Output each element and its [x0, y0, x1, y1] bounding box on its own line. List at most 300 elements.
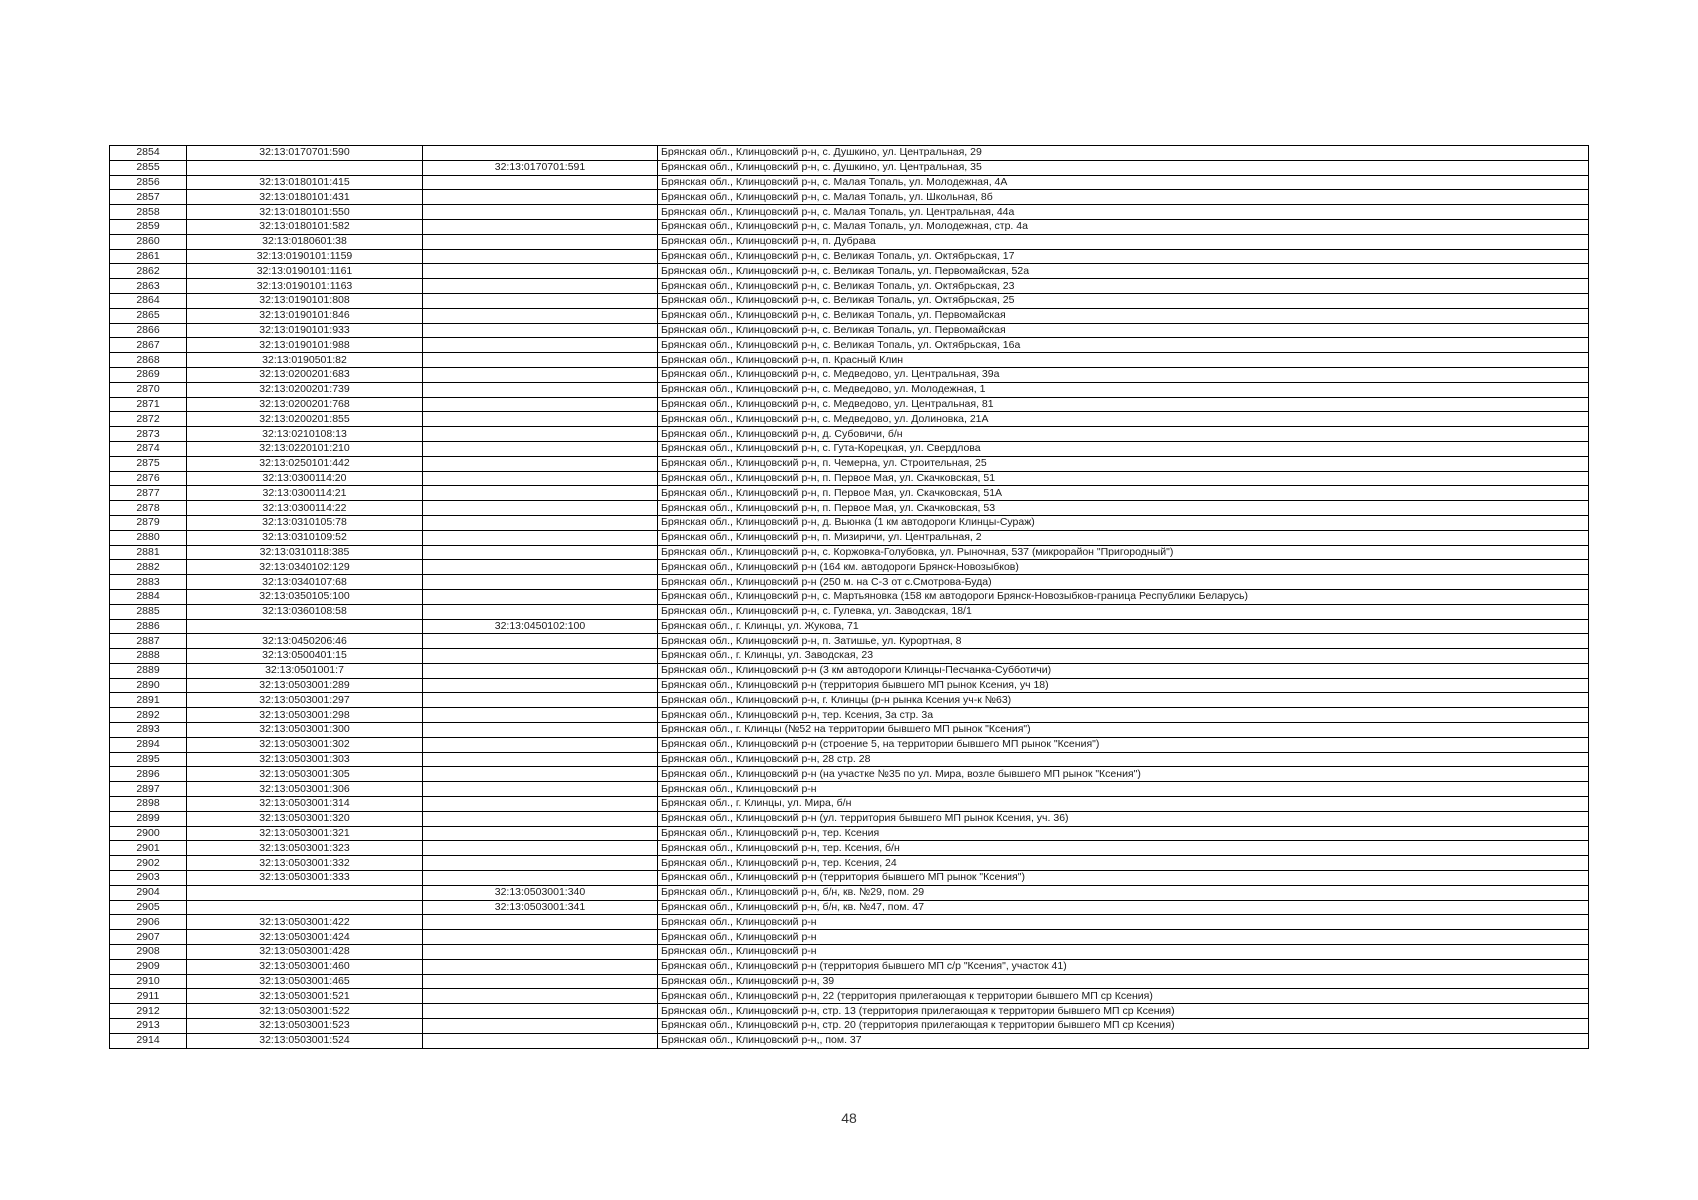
cadastral-number-premises-cell — [423, 249, 658, 264]
cadastral-number-premises-cell — [423, 545, 658, 560]
table-row — [110, 752, 1589, 767]
table-row — [110, 486, 1589, 501]
cadastral-number-cell: 32:13:0503001:522 — [187, 1004, 423, 1019]
cadastral-number-cell: 32:13:0503001:523 — [187, 1019, 423, 1034]
cadastral-number-cell: 32:13:0180101:431 — [187, 190, 423, 205]
cadastral-number-cell: 32:13:0503001:298 — [187, 708, 423, 723]
cadastral-number-cell: 32:13:0503001:303 — [187, 752, 423, 767]
cadastral-number-premises-cell — [423, 708, 658, 723]
row-number-cell: 2906 — [110, 915, 187, 930]
cadastral-number-premises-cell — [423, 397, 658, 412]
row-number-cell: 2870 — [110, 382, 187, 397]
table-row — [110, 634, 1589, 649]
table-row — [110, 811, 1589, 826]
table-row — [110, 693, 1589, 708]
cadastral-number-premises-cell — [423, 575, 658, 590]
cadastral-number-cell: 32:13:0503001:300 — [187, 723, 423, 738]
cadastral-number-cell: 32:13:0503001:305 — [187, 767, 423, 782]
table-row — [110, 471, 1589, 486]
row-number-cell: 2910 — [110, 974, 187, 989]
row-number-cell: 2881 — [110, 545, 187, 560]
cadastral-number-premises-cell — [423, 205, 658, 220]
address-cell: Брянская обл., Клинцовский р-н, с. Малая Топаль, ул. Молодежная, 4А — [658, 175, 1589, 190]
cadastral-number-cell: 32:13:0300114:20 — [187, 471, 423, 486]
table-row — [110, 797, 1589, 812]
address-cell: Брянская обл., Клинцовский р-н, с. Малая Топаль, ул. Молодежная, стр. 4а — [658, 219, 1589, 234]
cadastral-number-cell: 32:13:0200201:855 — [187, 412, 423, 427]
register-body — [110, 146, 1589, 1049]
table-row — [110, 175, 1589, 190]
row-number-cell: 2884 — [110, 589, 187, 604]
cadastral-number-premises-cell — [423, 737, 658, 752]
address-cell: Брянская обл., Клинцовский р-н, с. Гулевка, ул. Заводская, 18/1 — [658, 604, 1589, 619]
cadastral-number-cell: 32:13:0503001:306 — [187, 782, 423, 797]
address-cell: Брянская обл., Клинцовский р-н, 28 стр. 28 — [658, 752, 1589, 767]
cadastral-number-premises-cell — [423, 634, 658, 649]
row-number-cell: 2866 — [110, 323, 187, 338]
address-cell: Брянская обл., Клинцовский р-н, 22 (территория прилегающая к территории бывшего МП ср Ксения) — [658, 989, 1589, 1004]
cadastral-number-premises-cell — [423, 353, 658, 368]
cadastral-number-cell: 32:13:0503001:424 — [187, 930, 423, 945]
cadastral-number-premises-cell — [423, 441, 658, 456]
table-row — [110, 930, 1589, 945]
row-number-cell: 2868 — [110, 353, 187, 368]
table-row — [110, 353, 1589, 368]
address-cell: Брянская обл., Клинцовский р-н, тер. Ксения — [658, 826, 1589, 841]
table-row — [110, 530, 1589, 545]
row-number-cell: 2898 — [110, 797, 187, 812]
table-row — [110, 234, 1589, 249]
row-number-cell: 2872 — [110, 412, 187, 427]
cadastral-number-cell: 32:13:0250101:442 — [187, 456, 423, 471]
cadastral-number-cell: 32:13:0200201:683 — [187, 367, 423, 382]
table-row — [110, 441, 1589, 456]
table-row — [110, 604, 1589, 619]
table-row — [110, 323, 1589, 338]
cadastral-number-cell: 32:13:0503001:320 — [187, 811, 423, 826]
address-cell: Брянская обл., Клинцовский р-н, п. Дубрава — [658, 234, 1589, 249]
cadastral-number-premises-cell — [423, 486, 658, 501]
cadastral-number-cell: 32:13:0503001:297 — [187, 693, 423, 708]
row-number-cell: 2876 — [110, 471, 187, 486]
address-cell: Брянская обл., Клинцовский р-н, с. Великая Топаль, ул. Первомайская, 52а — [658, 264, 1589, 279]
cadastral-number-premises-cell — [423, 530, 658, 545]
cadastral-number-cell: 32:13:0220101:210 — [187, 441, 423, 456]
cadastral-number-cell — [187, 160, 423, 175]
table-row — [110, 412, 1589, 427]
row-number-cell: 2878 — [110, 501, 187, 516]
cadastral-number-cell: 32:13:0340107:68 — [187, 575, 423, 590]
cadastral-number-premises-cell — [423, 974, 658, 989]
cadastral-number-premises-cell — [423, 589, 658, 604]
row-number-cell: 2856 — [110, 175, 187, 190]
address-cell: Брянская обл., г. Клинцы (№52 на территории бывшего МП рынок "Ксения") — [658, 723, 1589, 738]
address-cell: Брянская обл., Клинцовский р-н, д. Вьюнка (1 км автодороги Клинцы-Сураж) — [658, 515, 1589, 530]
cadastral-number-premises-cell — [423, 471, 658, 486]
row-number-cell: 2862 — [110, 264, 187, 279]
table-row — [110, 959, 1589, 974]
cadastral-number-premises-cell — [423, 190, 658, 205]
cadastral-number-cell: 32:13:0200201:739 — [187, 382, 423, 397]
row-number-cell: 2871 — [110, 397, 187, 412]
address-cell: Брянская обл., Клинцовский р-н, д. Субовичи, б/н — [658, 427, 1589, 442]
row-number-cell: 2907 — [110, 930, 187, 945]
cadastral-number-cell: 32:13:0450206:46 — [187, 634, 423, 649]
address-cell: Брянская обл., Клинцовский р-н, с. Великая Топаль, ул. Октябрьская, 25 — [658, 293, 1589, 308]
address-cell: Брянская обл., Клинцовский р-н (территория бывшего МП рынок "Ксения") — [658, 871, 1589, 886]
cadastral-number-cell: 32:13:0180601:38 — [187, 234, 423, 249]
address-cell: Брянская обл., Клинцовский р-н — [658, 945, 1589, 960]
address-cell: Брянская обл., Клинцовский р-н, с. Малая Топаль, ул. Школьная, 8б — [658, 190, 1589, 205]
address-cell: Брянская обл., Клинцовский р-н, с. Великая Топаль, ул. Октябрьская, 17 — [658, 249, 1589, 264]
cadastral-number-premises-cell — [423, 308, 658, 323]
cadastral-number-cell: 32:13:0503001:460 — [187, 959, 423, 974]
address-cell: Брянская обл., г. Клинцы, ул. Жукова, 71 — [658, 619, 1589, 634]
row-number-cell: 2864 — [110, 293, 187, 308]
cadastral-number-cell: 32:13:0180101:550 — [187, 205, 423, 220]
address-cell: Брянская обл., Клинцовский р-н, б/н, кв. №29, пом. 29 — [658, 885, 1589, 900]
row-number-cell: 2893 — [110, 723, 187, 738]
address-cell: Брянская обл., Клинцовский р-н (на участке №35 по ул. Мира, возле бывшего МП рынок "Ксения") — [658, 767, 1589, 782]
row-number-cell: 2865 — [110, 308, 187, 323]
cadastral-number-cell: 32:13:0190101:1159 — [187, 249, 423, 264]
table-row — [110, 560, 1589, 575]
row-number-cell: 2900 — [110, 826, 187, 841]
table-row — [110, 146, 1589, 161]
row-number-cell: 2912 — [110, 1004, 187, 1019]
cadastral-number-cell: 32:13:0190501:82 — [187, 353, 423, 368]
cadastral-number-premises-cell — [423, 989, 658, 1004]
table-row — [110, 841, 1589, 856]
cadastral-number-cell: 32:13:0310118:385 — [187, 545, 423, 560]
address-cell: Брянская обл., Клинцовский р-н — [658, 782, 1589, 797]
table-row — [110, 338, 1589, 353]
cadastral-number-cell: 32:13:0190101:808 — [187, 293, 423, 308]
table-row — [110, 397, 1589, 412]
cadastral-register-table — [109, 145, 1589, 1049]
row-number-cell: 2879 — [110, 515, 187, 530]
table-row — [110, 767, 1589, 782]
row-number-cell: 2890 — [110, 678, 187, 693]
row-number-cell: 2902 — [110, 856, 187, 871]
cadastral-number-cell: 32:13:0190101:846 — [187, 308, 423, 323]
row-number-cell: 2892 — [110, 708, 187, 723]
row-number-cell: 2911 — [110, 989, 187, 1004]
address-cell: Брянская обл., Клинцовский р-н (строение 5, на территории бывшего МП рынок "Ксения") — [658, 737, 1589, 752]
cadastral-number-cell: 32:13:0501001:7 — [187, 663, 423, 678]
table-row — [110, 708, 1589, 723]
row-number-cell: 2899 — [110, 811, 187, 826]
table-row — [110, 249, 1589, 264]
row-number-cell: 2903 — [110, 871, 187, 886]
cadastral-number-premises-cell — [423, 767, 658, 782]
row-number-cell: 2855 — [110, 160, 187, 175]
cadastral-number-cell — [187, 619, 423, 634]
address-cell: Брянская обл., Клинцовский р-н, п. Первое Мая, ул. Скачковская, 51А — [658, 486, 1589, 501]
table-row — [110, 1033, 1589, 1048]
address-cell: Брянская обл., Клинцовский р-н (3 км автодороги Клинцы-Песчанка-Субботичи) — [658, 663, 1589, 678]
address-cell: Брянская обл., Клинцовский р-н, б/н, кв. №47, пом. 47 — [658, 900, 1589, 915]
address-cell: Брянская обл., Клинцовский р-н, с. Малая Топаль, ул. Центральная, 44а — [658, 205, 1589, 220]
cadastral-number-cell: 32:13:0200201:768 — [187, 397, 423, 412]
cadastral-number-cell: 32:13:0503001:428 — [187, 945, 423, 960]
address-cell: Брянская обл., Клинцовский р-н, с. Мартьяновка (158 км автодороги Брянск-Новозыбков-граница Республики Беларусь) — [658, 589, 1589, 604]
cadastral-number-premises-cell — [423, 1004, 658, 1019]
address-cell: Брянская обл., Клинцовский р-н (164 км. автодороги Брянск-Новозыбков) — [658, 560, 1589, 575]
row-number-cell: 2897 — [110, 782, 187, 797]
cadastral-number-cell: 32:13:0360108:58 — [187, 604, 423, 619]
row-number-cell: 2873 — [110, 427, 187, 442]
table-row — [110, 427, 1589, 442]
cadastral-number-premises-cell — [423, 945, 658, 960]
cadastral-number-premises-cell — [423, 723, 658, 738]
table-row — [110, 501, 1589, 516]
address-cell: Брянская обл., Клинцовский р-н, с. Великая Топаль, ул. Первомайская — [658, 323, 1589, 338]
cadastral-number-premises-cell — [423, 871, 658, 886]
table-row — [110, 826, 1589, 841]
row-number-cell: 2875 — [110, 456, 187, 471]
cadastral-number-cell: 32:13:0503001:314 — [187, 797, 423, 812]
cadastral-number-cell: 32:13:0180101:582 — [187, 219, 423, 234]
row-number-cell: 2857 — [110, 190, 187, 205]
cadastral-number-premises-cell — [423, 219, 658, 234]
address-cell: Брянская обл., Клинцовский р-н, тер. Ксения, 3а стр. 3а — [658, 708, 1589, 723]
cadastral-number-cell: 32:13:0503001:332 — [187, 856, 423, 871]
cadastral-number-premises-cell: 32:13:0503001:341 — [423, 900, 658, 915]
row-number-cell: 2909 — [110, 959, 187, 974]
cadastral-number-premises-cell: 32:13:0170701:591 — [423, 160, 658, 175]
cadastral-number-cell: 32:13:0503001:521 — [187, 989, 423, 1004]
table-row — [110, 205, 1589, 220]
cadastral-number-premises-cell — [423, 752, 658, 767]
address-cell: Брянская обл., Клинцовский р-н (территория бывшего МП рынок Ксения, уч 18) — [658, 678, 1589, 693]
cadastral-number-premises-cell — [423, 323, 658, 338]
cadastral-number-cell: 32:13:0503001:321 — [187, 826, 423, 841]
address-cell: Брянская обл., г. Клинцы, ул. Мира, б/н — [658, 797, 1589, 812]
cadastral-number-cell: 32:13:0180101:415 — [187, 175, 423, 190]
cadastral-number-cell: 32:13:0300114:21 — [187, 486, 423, 501]
cadastral-number-cell: 32:13:0503001:333 — [187, 871, 423, 886]
table-row — [110, 782, 1589, 797]
table-row — [110, 308, 1589, 323]
cadastral-number-premises-cell — [423, 782, 658, 797]
cadastral-number-premises-cell — [423, 604, 658, 619]
address-cell: Брянская обл., Клинцовский р-н, с. Медведово, ул. Центральная, 81 — [658, 397, 1589, 412]
row-number-cell: 2908 — [110, 945, 187, 960]
address-cell: Брянская обл., Клинцовский р-н, с. Коржовка-Голубовка, ул. Рыночная, 537 (микрорайон "Пригородный") — [658, 545, 1589, 560]
address-cell: Брянская обл., Клинцовский р-н — [658, 930, 1589, 945]
cadastral-number-premises-cell — [423, 175, 658, 190]
address-cell: Брянская обл., Клинцовский р-н, п. Красный Клин — [658, 353, 1589, 368]
row-number-cell: 2869 — [110, 367, 187, 382]
cadastral-number-premises-cell — [423, 293, 658, 308]
cadastral-number-cell: 32:13:0210108:13 — [187, 427, 423, 442]
cadastral-number-premises-cell — [423, 811, 658, 826]
row-number-cell: 2894 — [110, 737, 187, 752]
address-cell: Брянская обл., Клинцовский р-н — [658, 915, 1589, 930]
cadastral-number-premises-cell — [423, 1019, 658, 1034]
row-number-cell: 2883 — [110, 575, 187, 590]
row-number-cell: 2854 — [110, 146, 187, 161]
table-row — [110, 279, 1589, 294]
cadastral-number-cell: 32:13:0503001:422 — [187, 915, 423, 930]
address-cell: Брянская обл., Клинцовский р-н, 39 — [658, 974, 1589, 989]
cadastral-number-premises-cell — [423, 412, 658, 427]
cadastral-number-cell: 32:13:0300114:22 — [187, 501, 423, 516]
address-cell: Брянская обл., Клинцовский р-н, стр. 13 (территория прилегающая к территории бывшего МП ср Ксения) — [658, 1004, 1589, 1019]
cadastral-number-cell: 32:13:0310105:78 — [187, 515, 423, 530]
table-row — [110, 160, 1589, 175]
cadastral-number-premises-cell — [423, 959, 658, 974]
cadastral-number-premises-cell — [423, 678, 658, 693]
cadastral-number-cell: 32:13:0190101:1163 — [187, 279, 423, 294]
row-number-cell: 2867 — [110, 338, 187, 353]
address-cell: Брянская обл., Клинцовский р-н, с. Медведово, ул. Молодежная, 1 — [658, 382, 1589, 397]
cadastral-number-cell: 32:13:0340102:129 — [187, 560, 423, 575]
table-row — [110, 856, 1589, 871]
cadastral-number-premises-cell — [423, 693, 658, 708]
cadastral-number-cell: 32:13:0503001:289 — [187, 678, 423, 693]
table-row — [110, 219, 1589, 234]
cadastral-number-premises-cell — [423, 279, 658, 294]
address-cell: Брянская обл., Клинцовский р-н, п. Мизиричи, ул. Центральная, 2 — [658, 530, 1589, 545]
row-number-cell: 2913 — [110, 1019, 187, 1034]
cadastral-number-premises-cell — [423, 1033, 658, 1048]
address-cell: Брянская обл., Клинцовский р-н, тер. Ксения, 24 — [658, 856, 1589, 871]
table-row — [110, 293, 1589, 308]
table-row — [110, 190, 1589, 205]
table-row — [110, 619, 1589, 634]
address-cell: Брянская обл., Клинцовский р-н, п. Первое Мая, ул. Скачковская, 51 — [658, 471, 1589, 486]
cadastral-number-premises-cell — [423, 501, 658, 516]
row-number-cell: 2886 — [110, 619, 187, 634]
address-cell: Брянская обл., Клинцовский р-н, п. Чемерна, ул. Строительная, 25 — [658, 456, 1589, 471]
address-cell: Брянская обл., Клинцовский р-н, тер. Ксения, б/н — [658, 841, 1589, 856]
row-number-cell: 2901 — [110, 841, 187, 856]
table-row — [110, 1019, 1589, 1034]
cadastral-number-cell: 32:13:0503001:323 — [187, 841, 423, 856]
cadastral-number-premises-cell — [423, 427, 658, 442]
cadastral-number-premises-cell — [423, 456, 658, 471]
table-row — [110, 1004, 1589, 1019]
row-number-cell: 2860 — [110, 234, 187, 249]
address-cell: Брянская обл., Клинцовский р-н, с. Великая Топаль, ул. Октябрьская, 16а — [658, 338, 1589, 353]
cadastral-number-premises-cell: 32:13:0450102:100 — [423, 619, 658, 634]
row-number-cell: 2885 — [110, 604, 187, 619]
table-row — [110, 989, 1589, 1004]
address-cell: Брянская обл., г. Клинцы, ул. Заводская, 23 — [658, 649, 1589, 664]
row-number-cell: 2880 — [110, 530, 187, 545]
address-cell: Брянская обл., Клинцовский р-н, с. Медведово, ул. Центральная, 39а — [658, 367, 1589, 382]
cadastral-number-cell — [187, 885, 423, 900]
row-number-cell: 2887 — [110, 634, 187, 649]
address-cell: Брянская обл., Клинцовский р-н, с. Великая Топаль, ул. Первомайская — [658, 308, 1589, 323]
table-row — [110, 575, 1589, 590]
cadastral-number-cell: 32:13:0503001:524 — [187, 1033, 423, 1048]
row-number-cell: 2861 — [110, 249, 187, 264]
table-row — [110, 974, 1589, 989]
address-cell: Брянская обл., Клинцовский р-н,, пом. 37 — [658, 1033, 1589, 1048]
cadastral-number-cell: 32:13:0170701:590 — [187, 146, 423, 161]
address-cell: Брянская обл., Клинцовский р-н, с. Медведово, ул. Долиновка, 21А — [658, 412, 1589, 427]
cadastral-number-cell: 32:13:0190101:988 — [187, 338, 423, 353]
cadastral-number-premises-cell — [423, 338, 658, 353]
cadastral-number-cell: 32:13:0350105:100 — [187, 589, 423, 604]
cadastral-number-premises-cell: 32:13:0503001:340 — [423, 885, 658, 900]
address-cell: Брянская обл., Клинцовский р-н, с. Душкино, ул. Центральная, 35 — [658, 160, 1589, 175]
page-number: 48 — [841, 1110, 857, 1126]
cadastral-number-premises-cell — [423, 264, 658, 279]
row-number-cell: 2859 — [110, 219, 187, 234]
cadastral-number-cell — [187, 900, 423, 915]
cadastral-number-premises-cell — [423, 234, 658, 249]
cadastral-number-cell: 32:13:0500401:15 — [187, 649, 423, 664]
table-row — [110, 915, 1589, 930]
cadastral-number-cell: 32:13:0310109:52 — [187, 530, 423, 545]
row-number-cell: 2863 — [110, 279, 187, 294]
address-cell: Брянская обл., Клинцовский р-н (250 м. на С-З от с.Смотрова-Буда) — [658, 575, 1589, 590]
table-row — [110, 367, 1589, 382]
table-row — [110, 723, 1589, 738]
cadastral-number-premises-cell — [423, 663, 658, 678]
table-row — [110, 663, 1589, 678]
cadastral-number-cell: 32:13:0190101:1161 — [187, 264, 423, 279]
cadastral-number-premises-cell — [423, 382, 658, 397]
address-cell: Брянская обл., Клинцовский р-н, п. Затишье, ул. Курортная, 8 — [658, 634, 1589, 649]
cadastral-number-premises-cell — [423, 797, 658, 812]
cadastral-number-cell: 32:13:0503001:465 — [187, 974, 423, 989]
address-cell: Брянская обл., Клинцовский р-н, с. Великая Топаль, ул. Октябрьская, 23 — [658, 279, 1589, 294]
table-row — [110, 649, 1589, 664]
table-row — [110, 589, 1589, 604]
cadastral-number-cell: 32:13:0190101:933 — [187, 323, 423, 338]
row-number-cell: 2874 — [110, 441, 187, 456]
table-row — [110, 545, 1589, 560]
cadastral-number-premises-cell — [423, 515, 658, 530]
address-cell: Брянская обл., Клинцовский р-н, с. Гута-Корецкая, ул. Свердлова — [658, 441, 1589, 456]
row-number-cell: 2877 — [110, 486, 187, 501]
table-row — [110, 382, 1589, 397]
row-number-cell: 2891 — [110, 693, 187, 708]
cadastral-number-premises-cell — [423, 146, 658, 161]
address-cell: Брянская обл., Клинцовский р-н, с. Душкино, ул. Центральная, 29 — [658, 146, 1589, 161]
row-number-cell: 2895 — [110, 752, 187, 767]
row-number-cell: 2882 — [110, 560, 187, 575]
cadastral-number-premises-cell — [423, 560, 658, 575]
table-row — [110, 871, 1589, 886]
table-row — [110, 264, 1589, 279]
address-cell: Брянская обл., Клинцовский р-н, стр. 20 (территория прилегающая к территории бывшего МП ср Ксения) — [658, 1019, 1589, 1034]
table-row — [110, 737, 1589, 752]
address-cell: Брянская обл., Клинцовский р-н, г. Клинцы (р-н рынка Ксения уч-к №63) — [658, 693, 1589, 708]
cadastral-number-premises-cell — [423, 915, 658, 930]
address-cell: Брянская обл., Клинцовский р-н, п. Первое Мая, ул. Скачковская, 53 — [658, 501, 1589, 516]
cadastral-number-premises-cell — [423, 826, 658, 841]
table-row — [110, 885, 1589, 900]
row-number-cell: 2858 — [110, 205, 187, 220]
cadastral-number-premises-cell — [423, 930, 658, 945]
row-number-cell: 2904 — [110, 885, 187, 900]
table-row — [110, 900, 1589, 915]
cadastral-number-cell: 32:13:0503001:302 — [187, 737, 423, 752]
table-row — [110, 456, 1589, 471]
table-row — [110, 515, 1589, 530]
row-number-cell: 2888 — [110, 649, 187, 664]
table-row — [110, 945, 1589, 960]
cadastral-number-premises-cell — [423, 649, 658, 664]
cadastral-number-premises-cell — [423, 841, 658, 856]
row-number-cell: 2889 — [110, 663, 187, 678]
